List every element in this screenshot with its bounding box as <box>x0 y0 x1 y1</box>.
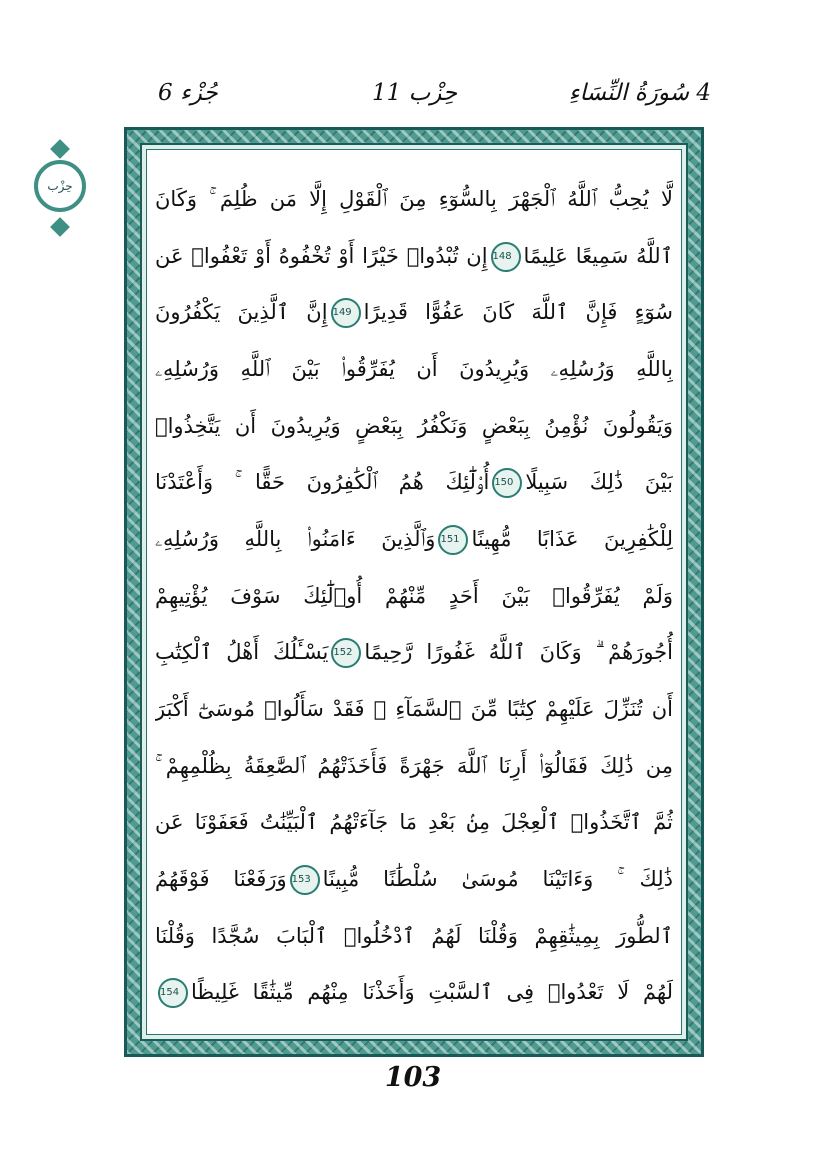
verse-text: مِن ذَٰلِكَ فَقَالُوٓا۟ أَرِنَا ٱللَّهَ جَهْرَةً فَأَخَذَتْهُمُ ٱلصَّٰعِقَةُ بِظُلْمِهِمْ ۚ <box>155 753 673 778</box>
verse-text: بَيْنَ ذَٰلِكَ سَبِيلًا <box>525 470 673 495</box>
ayah-number-marker: 154 <box>158 978 188 1008</box>
verse-text: بِاللَّهِ وَرُسُلِهِۦ وَيُرِيدُونَ أَن يُفَرِّقُوا۟ بَيْنَ ٱللَّهِ وَرُسُلِهِۦ <box>155 357 673 382</box>
verse-text: لَهُمْ لَا تَعْدُوا۟ فِى ٱلسَّبْتِ وَأَخَذْنَا مِنْهُم مِّيثَٰقًا غَلِيظًا <box>191 980 673 1005</box>
verse-text-continued: يَسْـَٔلُكَ أَهْلُ ٱلْكِتَٰبِ <box>155 640 329 665</box>
ayah-number-marker: 152 <box>331 638 361 668</box>
verse-text-continued: إِنَّ ٱلَّذِينَ يَكْفُرُونَ <box>155 300 328 325</box>
page-number: 103 <box>384 1062 442 1093</box>
verse-line <box>155 227 673 284</box>
verse-line <box>155 340 673 397</box>
verse-text: أُجُورَهُمْ ۗ وَكَانَ ٱللَّهُ غَفُورًا رَّحِيمًا <box>364 640 673 665</box>
verse-line <box>155 567 673 624</box>
verse-text-continued: أُو۟لَٰٓئِكَ هُمُ ٱلْكَٰفِرُونَ حَقًّا ۚ وَأَعْتَدْنَا <box>155 470 490 495</box>
hizb-label: حِزْب 11 <box>372 80 458 106</box>
border-inner-band <box>140 143 688 1041</box>
hizb-marker-label: حِزْب <box>47 179 73 193</box>
verse-text-block <box>155 170 673 1020</box>
verse-text-continued: إِن تُبْدُوا۟ خَيْرًا أَوْ تُخْفُوهُ أَوْ تَعْفُوا۟ عَن <box>155 243 488 268</box>
hizb-marker-icon <box>30 142 90 234</box>
ayah-number-marker: 150 <box>492 468 522 498</box>
ayah-number-marker: 151 <box>438 525 468 555</box>
verse-line <box>155 283 673 340</box>
juz-label: جُزْء 6 <box>158 80 218 106</box>
verse-text: وَيَقُولُونَ نُؤْمِنُ بِبَعْضٍ وَنَكْفُرُ بِبَعْضٍ وَيُرِيدُونَ أَن يَتَّخِذُوا۟ <box>155 413 673 438</box>
ayah-number-marker: 149 <box>331 298 361 328</box>
verse-line <box>155 170 673 227</box>
verse-line <box>155 793 673 850</box>
hizb-ring <box>34 160 86 212</box>
verse-text: ذَٰلِكَ ۚ وَءَاتَيْنَا مُوسَىٰ سُلْطَٰنًا مُّبِينًا <box>322 867 673 892</box>
verse-text: لَّا يُحِبُّ ٱللَّهُ ٱلْجَهْرَ بِالسُّوٓءِ مِنَ ٱلْقَوْلِ إِلَّا مَن ظُلِمَ ۚ وَكَانَ <box>155 187 673 211</box>
diamond-ornament-icon <box>50 217 70 237</box>
verse-line <box>155 397 673 454</box>
ayah-number-marker: 153 <box>290 865 320 895</box>
verse-text: ٱلطُّورَ بِمِيثَٰقِهِمْ وَقُلْنَا لَهُمُ ٱدْخُلُوا۟ ٱلْبَابَ سُجَّدًا وَقُلْنَا <box>155 923 673 948</box>
verse-text-continued: وَٱلَّذِينَ ءَامَنُوا۟ بِاللَّهِ وَرُسُلِهِۦ <box>155 527 436 552</box>
ornamental-border <box>124 127 704 1057</box>
verse-line <box>155 453 673 510</box>
surah-title: 4 سُورَةُ النِّسَاءِ <box>568 80 711 106</box>
text-panel <box>146 149 682 1035</box>
verse-line <box>155 680 673 737</box>
verse-text: أَن تُنَزِّلَ عَلَيْهِمْ كِتَٰبًا مِّنَ ٱلسَّمَآءِ ۚ فَقَدْ سَأَلُوا۟ مُوسَىٰٓ أَكْبَرَ <box>155 697 673 722</box>
verse-line <box>155 963 673 1020</box>
verse-text-continued: وَرَفَعْنَا فَوْقَهُمُ <box>155 867 287 892</box>
verse-text: وَلَمْ يُفَرِّقُوا۟ بَيْنَ أَحَدٍ مِّنْهُمْ أُو۟لَٰٓئِكَ سَوْفَ يُؤْتِيهِمْ <box>155 583 673 608</box>
verse-line <box>155 737 673 794</box>
verse-line <box>155 850 673 907</box>
verse-line <box>155 907 673 964</box>
page-header <box>0 0 826 130</box>
verse-line <box>155 623 673 680</box>
verse-text: لِلْكَٰفِرِينَ عَذَابًا مُّهِينًا <box>471 527 673 552</box>
diamond-ornament-icon <box>50 139 70 159</box>
verse-text: ٱللَّهُ سَمِيعًا عَلِيمًا <box>523 243 673 268</box>
verse-text: سُوٓءٍ فَإِنَّ ٱللَّهَ كَانَ عَفُوًّا قَدِيرًا <box>363 300 673 325</box>
ayah-number-marker: 148 <box>491 242 521 272</box>
verse-line <box>155 510 673 567</box>
verse-text: ثُمَّ ٱتَّخَذُوا۟ ٱلْعِجْلَ مِنۢ بَعْدِ مَا جَآءَتْهُمُ ٱلْبَيِّنَٰتُ فَعَفَوْنَا عَن <box>155 810 673 835</box>
